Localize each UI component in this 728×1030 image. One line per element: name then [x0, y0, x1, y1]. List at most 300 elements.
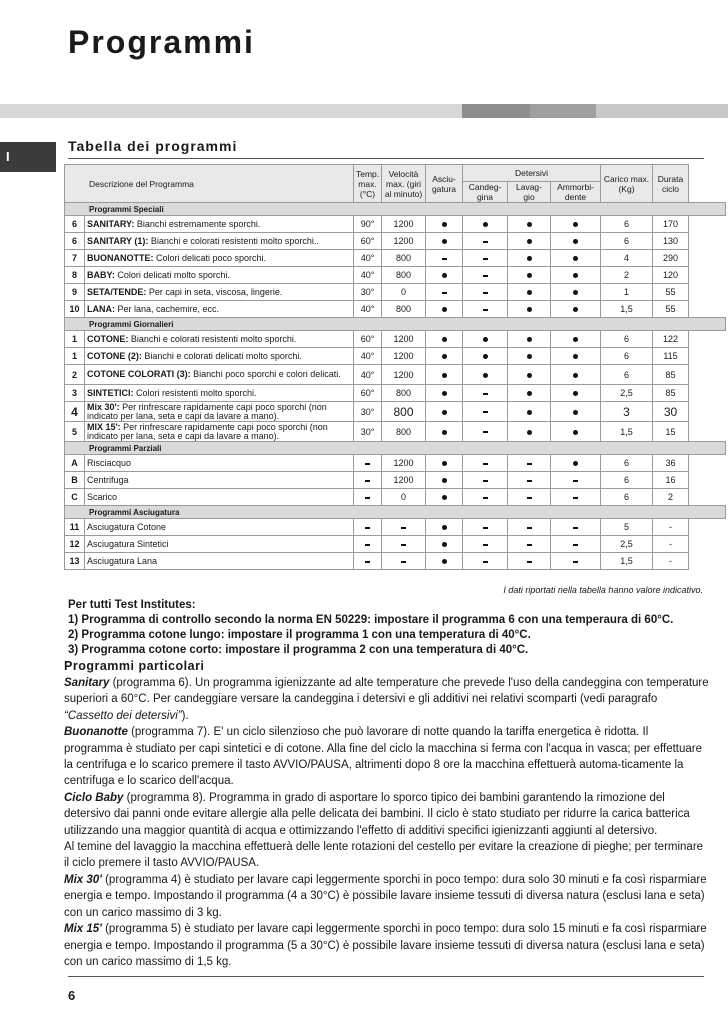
dash-icon: [365, 463, 370, 465]
group-title: Programmi Speciali: [65, 203, 726, 216]
cell-load: 2,5: [601, 385, 653, 402]
cell-bleach: [463, 402, 508, 422]
dot-icon: [527, 354, 532, 359]
dot-icon: [527, 239, 532, 244]
ref-detergent-drawer: “Cassetto dei detersivi”: [64, 709, 182, 722]
cell-duration: -: [653, 519, 689, 536]
cell-load: 1,5: [601, 553, 653, 570]
program-row: [65, 553, 726, 570]
cell-duration: 16: [653, 472, 689, 489]
group-row: [65, 318, 726, 331]
dot-icon: [442, 222, 447, 227]
program-number: B: [65, 472, 85, 489]
cell-duration: 115: [653, 348, 689, 365]
program-name: SANITARY (1):: [87, 235, 149, 246]
program-description: [85, 536, 354, 553]
cell-dry: [426, 536, 463, 553]
term-mix15: Mix 15': [64, 923, 102, 936]
cell-speed: 800: [382, 250, 426, 267]
test-institutes-line: 1) Programma di controllo secondo la norma EN 50229: impostare il programma 6 con una temperaura di 60°C.: [68, 614, 674, 626]
cell-load: 5: [601, 519, 653, 536]
program-number: 3: [65, 385, 85, 402]
program-table-body: [65, 203, 726, 570]
dash-icon: [365, 480, 370, 482]
dot-icon: [573, 307, 578, 312]
cell-load: 2,5: [601, 536, 653, 553]
dot-icon: [527, 391, 532, 396]
term-sanitary: Sanitary: [64, 677, 110, 689]
program-number: 2: [65, 365, 85, 385]
paragraph-buonanotte: [64, 724, 709, 790]
dash-icon: [483, 275, 488, 277]
dash-icon: [527, 544, 532, 546]
program-row: [65, 402, 726, 422]
cell-bleach: [463, 331, 508, 348]
dot-icon: [483, 222, 488, 227]
cell-speed: 800: [382, 385, 426, 402]
cell-speed: [382, 553, 426, 570]
program-table: [64, 164, 726, 570]
program-row: [65, 489, 726, 506]
dot-icon: [442, 391, 447, 396]
group-row: [65, 203, 726, 216]
program-detail: Per lana, cachemire, ecc.: [115, 303, 220, 314]
program-name: MIX 15':: [87, 421, 121, 432]
program-detail: Centrifuga: [87, 474, 129, 485]
dot-icon: [442, 337, 447, 342]
dot-icon: [573, 391, 578, 396]
group-title: Programmi Giornalieri: [65, 318, 726, 331]
cell-soft: [551, 455, 601, 472]
dash-icon: [483, 411, 488, 413]
cell-wash: [508, 489, 551, 506]
term-mix30: Mix 30': [64, 873, 102, 886]
dot-icon: [527, 307, 532, 312]
program-row: [65, 301, 726, 318]
cell-wash: [508, 331, 551, 348]
program-detail: Per rinfrescare rapidamente capi poco sporchi (non indicato per lana, seta e capi da lavare a mano).: [87, 421, 328, 441]
cell-load: 6: [601, 489, 653, 506]
cell-duration: 170: [653, 216, 689, 233]
cell-soft: [551, 233, 601, 250]
program-detail: Bianchi estremamente sporchi.: [134, 218, 261, 229]
dot-icon: [442, 354, 447, 359]
program-row: [65, 365, 726, 385]
program-number: 8: [65, 267, 85, 284]
cell-duration: 85: [653, 385, 689, 402]
program-detail: Risciacquo: [87, 457, 132, 468]
dot-icon: [527, 290, 532, 295]
cell-temp: 30°: [354, 402, 382, 422]
cell-wash: [508, 385, 551, 402]
table-footnote: I dati riportati nella tabella hanno valore indicativo.: [503, 585, 703, 595]
cell-load: 1,5: [601, 422, 653, 442]
dot-icon: [573, 430, 578, 435]
header-detergents: Detersivi: [463, 165, 601, 182]
cell-dry: [426, 455, 463, 472]
cell-dry: [426, 385, 463, 402]
cell-load: 1: [601, 284, 653, 301]
dot-icon: [573, 373, 578, 378]
cell-temp: 40°: [354, 301, 382, 318]
cell-temp: 40°: [354, 365, 382, 385]
program-row: [65, 536, 726, 553]
paragraph-sanitary: [64, 675, 709, 724]
program-number: 13: [65, 553, 85, 570]
special-programs-text: [64, 658, 709, 970]
cell-dry: [426, 250, 463, 267]
program-number: 1: [65, 348, 85, 365]
cell-soft: [551, 536, 601, 553]
cell-bleach: [463, 455, 508, 472]
dash-icon: [527, 561, 532, 563]
cell-dry: [426, 301, 463, 318]
cell-duration: 85: [653, 365, 689, 385]
program-number: 6: [65, 233, 85, 250]
test-institutes-line: 3) Programma cotone corto: impostare il programma 2 con una temperatura di 40°C.: [68, 644, 529, 656]
footer-rule: [68, 976, 704, 977]
program-name: COTONE:: [87, 333, 129, 344]
cell-temp: [354, 455, 382, 472]
dot-icon: [442, 430, 447, 435]
dash-icon: [573, 527, 578, 529]
dash-icon: [401, 561, 406, 563]
dot-icon: [527, 430, 532, 435]
program-detail: Per capi in seta, viscosa, lingerie.: [146, 286, 283, 297]
cell-soft: [551, 472, 601, 489]
cell-wash: [508, 553, 551, 570]
program-description: [85, 250, 354, 267]
cell-temp: [354, 519, 382, 536]
dot-icon: [442, 373, 447, 378]
band-segment: [530, 104, 596, 118]
cell-speed: [382, 536, 426, 553]
cell-temp: 60°: [354, 385, 382, 402]
cell-load: 6: [601, 331, 653, 348]
dot-icon: [573, 273, 578, 278]
page-title: Programmi: [68, 24, 255, 60]
cell-bleach: [463, 472, 508, 489]
dash-icon: [365, 561, 370, 563]
cell-temp: [354, 472, 382, 489]
dot-icon: [483, 337, 488, 342]
cell-soft: [551, 422, 601, 442]
test-institutes-line: 2) Programma cotone lungo: impostare il programma 1 con una temperatura di 40°C.: [68, 629, 531, 641]
dash-icon: [527, 497, 532, 499]
program-name: BUONANOTTE:: [87, 252, 154, 263]
dot-icon: [573, 222, 578, 227]
dot-icon: [573, 354, 578, 359]
program-row: [65, 267, 726, 284]
cell-temp: 40°: [354, 267, 382, 284]
program-description: [85, 422, 354, 442]
cell-soft: [551, 402, 601, 422]
cell-soft: [551, 553, 601, 570]
cell-wash: [508, 267, 551, 284]
program-row: [65, 284, 726, 301]
cell-speed: 1200: [382, 216, 426, 233]
cell-soft: [551, 250, 601, 267]
dash-icon: [483, 544, 488, 546]
program-number: C: [65, 489, 85, 506]
band-segment: [0, 104, 462, 118]
cell-temp: [354, 536, 382, 553]
dash-icon: [483, 431, 488, 433]
cell-dry: [426, 519, 463, 536]
section-title: Tabella dei programmi: [68, 138, 238, 154]
header-speed: Velocità max. (giri al minuto): [382, 165, 426, 203]
cell-load: 3: [601, 402, 653, 422]
cell-load: 6: [601, 233, 653, 250]
cell-wash: [508, 365, 551, 385]
cell-bleach: [463, 348, 508, 365]
cell-soft: [551, 267, 601, 284]
program-description: [85, 233, 354, 250]
header-softener: Ammorbi- dente: [551, 182, 601, 203]
section-rule: [68, 158, 704, 159]
paragraph-mix30: [64, 872, 709, 921]
cell-wash: [508, 348, 551, 365]
cell-speed: 800: [382, 267, 426, 284]
cell-speed: 800: [382, 422, 426, 442]
cell-speed: 1200: [382, 233, 426, 250]
term-baby: Ciclo Baby: [64, 791, 124, 804]
program-detail: Bianchi e colorati resistenti molto sporchi..: [148, 235, 319, 246]
cell-wash: [508, 519, 551, 536]
dot-icon: [527, 273, 532, 278]
cell-soft: [551, 519, 601, 536]
cell-temp: 90°: [354, 216, 382, 233]
cell-temp: 40°: [354, 348, 382, 365]
cell-temp: 30°: [354, 422, 382, 442]
dash-icon: [527, 480, 532, 482]
cell-wash: [508, 233, 551, 250]
dot-icon: [442, 495, 447, 500]
dash-icon: [527, 463, 532, 465]
cell-load: 2: [601, 267, 653, 284]
dot-icon: [573, 337, 578, 342]
cell-soft: [551, 385, 601, 402]
cell-soft: [551, 489, 601, 506]
cell-dry: [426, 553, 463, 570]
text-mix15: (programma 5) è studiato per lavare capi leggermente sporchi in poco tempo: dura solo 15 minuti e fa così risparmiare energia e tempo. Impostando il programma (5 a 30°C) è possibile lavare insieme tessuti di diversa natura (esclusi lana e seta) con un carico massimo di 1,5 kg.: [64, 923, 707, 968]
dash-icon: [365, 544, 370, 546]
cell-bleach: [463, 250, 508, 267]
dot-icon: [442, 239, 447, 244]
dot-icon: [527, 337, 532, 342]
program-row: [65, 472, 726, 489]
dot-icon: [573, 239, 578, 244]
program-detail: Bianchi e colorati resistenti molto sporchi.: [128, 333, 297, 344]
program-number: 11: [65, 519, 85, 536]
cell-duration: 30: [653, 402, 689, 422]
dot-icon: [573, 410, 578, 415]
cell-bleach: [463, 536, 508, 553]
cell-bleach: [463, 267, 508, 284]
dash-icon: [483, 393, 488, 395]
cell-bleach: [463, 489, 508, 506]
cell-dry: [426, 402, 463, 422]
special-programs-heading: Programmi particolari: [64, 659, 205, 673]
cell-dry: [426, 233, 463, 250]
cell-duration: 120: [653, 267, 689, 284]
program-row: [65, 455, 726, 472]
dot-icon: [442, 525, 447, 530]
cell-duration: -: [653, 536, 689, 553]
group-title: Programmi Parziali: [65, 442, 726, 455]
header-dry: Asciu- gatura: [426, 165, 463, 203]
dot-icon: [442, 478, 447, 483]
text-buonanotte: (programma 7). E' un ciclo silenzioso che può lavorare di notte quando la tariffa energetica è ridotta. Il programma è studiato per capi sintetici e di cotone. Alla fine del ciclo la macchina si ferma con l'acqua in vasca; per effettuare la centrifuga e lo scarico premere il tasto AVVIO/PAUSA, altrimenti dopo 8 ore la macchina effettuerà automa-ticamente la centrifuga e lo scarico dell'acqua.: [64, 726, 703, 788]
program-detail: Asciugatura Sintetici: [87, 538, 169, 549]
program-description: [85, 385, 354, 402]
cell-bleach: [463, 233, 508, 250]
test-institutes: [68, 598, 673, 658]
program-number: 1: [65, 331, 85, 348]
cell-duration: 55: [653, 301, 689, 318]
header-bleach: Candeg- gina: [463, 182, 508, 203]
cell-wash: [508, 536, 551, 553]
term-buonanotte: Buonanotte: [64, 726, 128, 739]
dash-icon: [442, 292, 447, 294]
dash-icon: [483, 527, 488, 529]
dash-icon: [483, 241, 488, 243]
paragraph-baby: [64, 790, 709, 839]
cell-duration: 2: [653, 489, 689, 506]
program-detail: Colori delicati poco sporchi.: [153, 252, 267, 263]
paragraph-mix15: [64, 921, 709, 970]
cell-dry: [426, 348, 463, 365]
program-number: A: [65, 455, 85, 472]
cell-duration: 122: [653, 331, 689, 348]
cell-wash: [508, 422, 551, 442]
cell-duration: 130: [653, 233, 689, 250]
text-sanitary-end: ).: [181, 709, 189, 722]
cell-wash: [508, 250, 551, 267]
text-mix30: (programma 4) è studiato per lavare capi leggermente sporchi in poco tempo: dura solo 30 minuti e fa così risparmiare energia e tempo. Impostando il programma (4 a 30°C) è possibile lavare insieme tessuti di diversa natura (esclusi lana e seta) con un carico massimo di 3 kg.: [64, 873, 707, 919]
program-name: COTONE COLORATI (3):: [87, 369, 191, 379]
cell-speed: 0: [382, 284, 426, 301]
program-name: SETA/TENDE:: [87, 286, 147, 297]
cell-wash: [508, 284, 551, 301]
cell-dry: [426, 489, 463, 506]
cell-duration: 15: [653, 422, 689, 442]
dash-icon: [401, 544, 406, 546]
cell-bleach: [463, 385, 508, 402]
cell-dry: [426, 472, 463, 489]
cell-speed: 1200: [382, 455, 426, 472]
program-description: [85, 331, 354, 348]
program-row: [65, 348, 726, 365]
header-duration: Durata ciclo: [653, 165, 689, 203]
dot-icon: [527, 222, 532, 227]
header-description: Descrizione del Programma: [65, 165, 354, 203]
cell-temp: 60°: [354, 331, 382, 348]
program-description: [85, 455, 354, 472]
cell-temp: [354, 553, 382, 570]
program-number: 10: [65, 301, 85, 318]
program-detail: Colori delicati molto sporchi.: [114, 269, 230, 280]
cell-soft: [551, 301, 601, 318]
program-row: [65, 250, 726, 267]
dash-icon: [401, 527, 406, 529]
program-name: LANA:: [87, 303, 115, 314]
cell-soft: [551, 284, 601, 301]
band-segment: [462, 104, 530, 118]
program-detail: Asciugatura Lana: [87, 555, 158, 566]
dot-icon: [483, 354, 488, 359]
cell-dry: [426, 331, 463, 348]
program-number: 4: [65, 402, 85, 422]
cell-bleach: [463, 284, 508, 301]
header-temp: Temp. max. (°C): [354, 165, 382, 203]
cell-dry: [426, 216, 463, 233]
program-detail: Bianchi poco sporchi e colori delicati.: [190, 369, 341, 379]
program-detail: Bianchi e colorati delicati molto sporchi.: [141, 350, 302, 361]
title-band: [0, 104, 728, 118]
program-description: [85, 348, 354, 365]
cell-duration: 55: [653, 284, 689, 301]
program-name: Mix 30':: [87, 401, 120, 412]
program-row: [65, 422, 726, 442]
cell-speed: [382, 519, 426, 536]
program-description: [85, 553, 354, 570]
dot-icon: [442, 559, 447, 564]
dot-icon: [442, 410, 447, 415]
cell-speed: 800: [382, 301, 426, 318]
program-detail: Scarico: [87, 491, 118, 502]
cell-speed: 1200: [382, 365, 426, 385]
cell-bleach: [463, 519, 508, 536]
program-row: [65, 331, 726, 348]
cell-bleach: [463, 422, 508, 442]
cell-load: 6: [601, 216, 653, 233]
dot-icon: [527, 256, 532, 261]
dash-icon: [483, 309, 488, 311]
cell-load: 1,5: [601, 301, 653, 318]
dot-icon: [442, 542, 447, 547]
cell-wash: [508, 301, 551, 318]
dash-icon: [365, 497, 370, 499]
dash-icon: [483, 497, 488, 499]
program-detail: Asciugatura Cotone: [87, 521, 167, 532]
cell-load: 6: [601, 472, 653, 489]
dash-icon: [365, 527, 370, 529]
program-number: 6: [65, 216, 85, 233]
test-institutes-heading: Per tutti Test Institutes:: [68, 599, 196, 611]
program-number: 9: [65, 284, 85, 301]
text-sanitary: (programma 6). Un programma igienizzante ad alte temperature che prevede l'uso della candeggina con temperature superiori a 60°C. Per candeggiare versare la candeggina i detersivi e gli additivi nei relativi scomparti (vedi paragrafo: [64, 677, 709, 706]
cell-load: 4: [601, 250, 653, 267]
dash-icon: [483, 480, 488, 482]
cell-dry: [426, 422, 463, 442]
cell-load: 6: [601, 455, 653, 472]
dash-icon: [483, 463, 488, 465]
program-description: [85, 519, 354, 536]
program-description: [85, 301, 354, 318]
dash-icon: [483, 561, 488, 563]
cell-dry: [426, 284, 463, 301]
cell-soft: [551, 216, 601, 233]
program-description: [85, 472, 354, 489]
program-detail: Per rinfrescare rapidamente capi poco sporchi (non indicato per lana, seta e capi da lavare a mano).: [87, 401, 327, 421]
language-tab: I: [0, 142, 56, 172]
dash-icon: [442, 258, 447, 260]
band-segment: [596, 104, 728, 118]
group-title: Programmi Asciugatura: [65, 506, 726, 519]
cell-speed: 800: [382, 402, 426, 422]
cell-bleach: [463, 216, 508, 233]
